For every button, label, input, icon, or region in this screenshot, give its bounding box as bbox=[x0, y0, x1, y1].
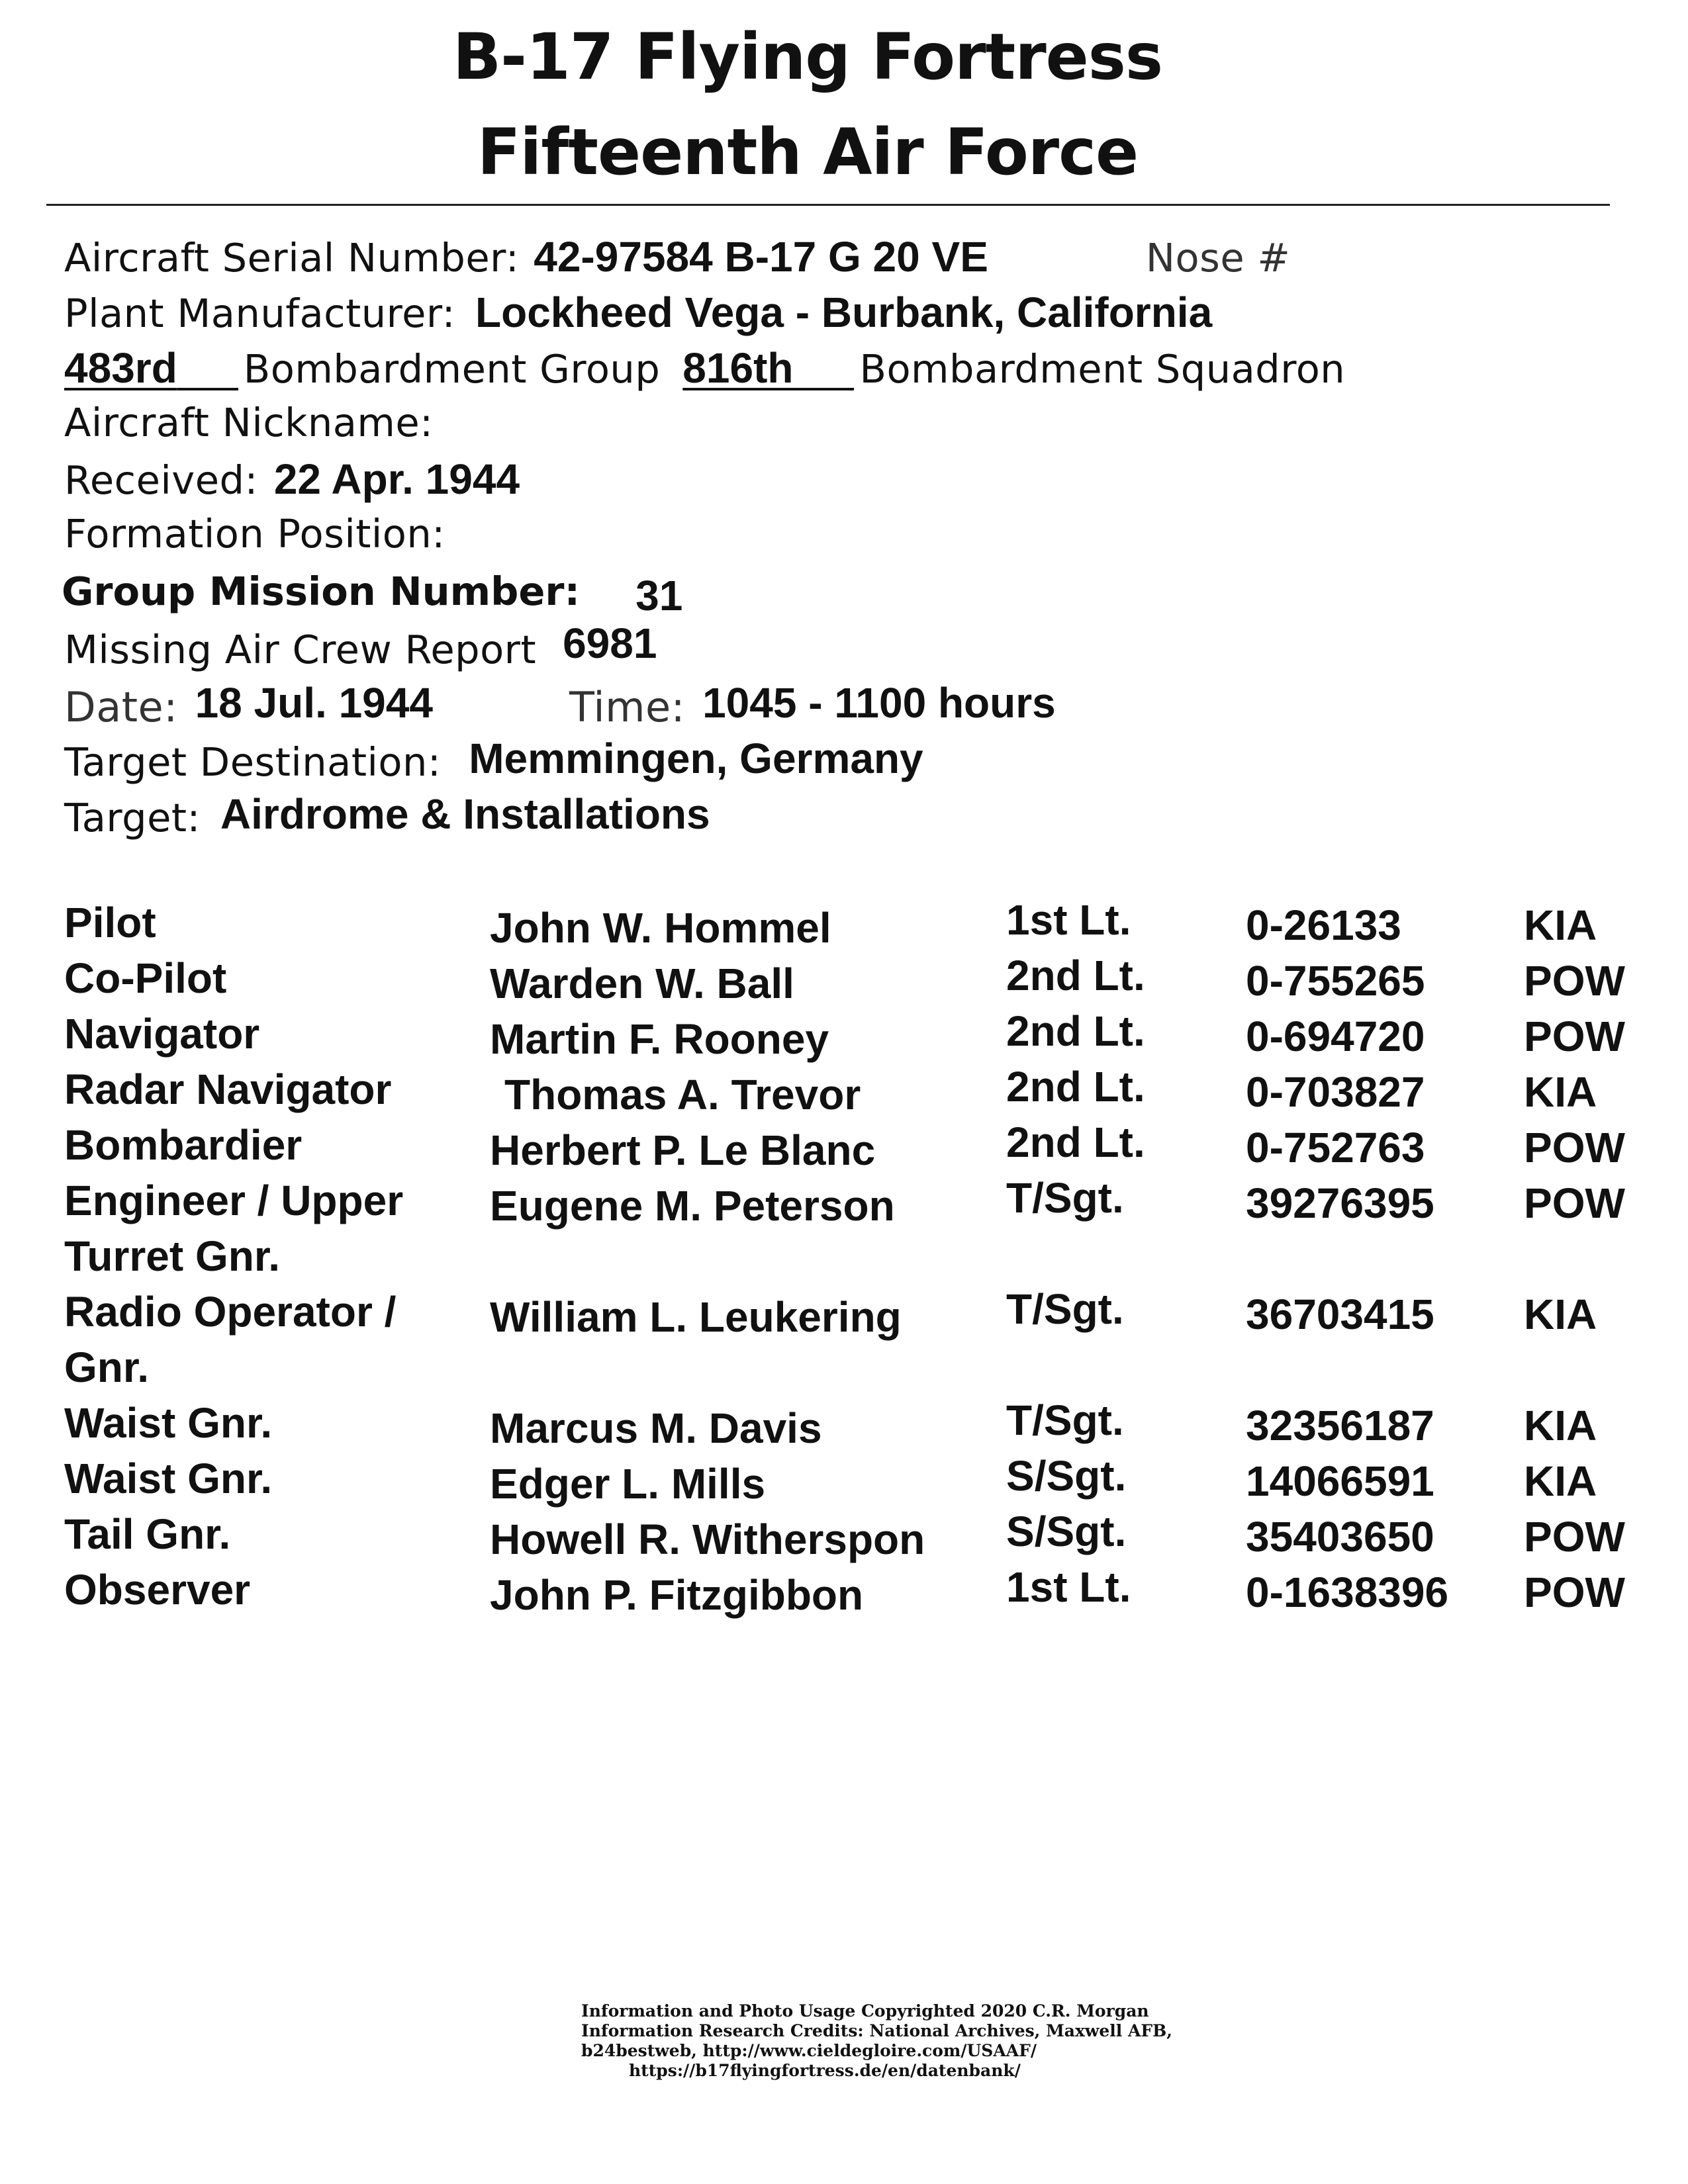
footer-credits bbox=[581, 2001, 1172, 2081]
crew-status: KIA bbox=[1524, 1291, 1597, 1338]
crew-rank: 1st Lt. bbox=[1006, 1563, 1131, 1611]
date-value: 18 Jul. 1944 bbox=[195, 679, 433, 727]
crew-serial: 0-752763 bbox=[1246, 1124, 1425, 1171]
crew-name: Martin F. Rooney bbox=[490, 1015, 829, 1063]
nickname-row bbox=[64, 402, 434, 443]
crew-position: Bombardier bbox=[64, 1121, 303, 1169]
date-time-row bbox=[64, 679, 1056, 731]
footer-line-2: Information Research Credits: National Archives, Maxwell AFB, bbox=[581, 2021, 1172, 2040]
crew-position: Tail Gnr. bbox=[64, 1510, 231, 1558]
crew-name: Marcus M. Davis bbox=[490, 1404, 822, 1452]
crew-position: Co-Pilot bbox=[64, 954, 227, 1002]
crew-serial: 0-703827 bbox=[1246, 1068, 1425, 1116]
crew-name: John W. Hommel bbox=[490, 904, 831, 952]
nose-label: Nose # bbox=[1145, 235, 1291, 281]
plant-label: Plant Manufacturer: bbox=[64, 291, 456, 336]
crew-rank: T/Sgt. bbox=[1006, 1285, 1124, 1333]
received-label: Received: bbox=[64, 457, 258, 503]
crew-position: Pilot bbox=[64, 899, 156, 946]
crew-position: Engineer / Upper bbox=[64, 1177, 404, 1224]
group-value: 483rd bbox=[64, 344, 177, 392]
crew-status: POW bbox=[1524, 1569, 1625, 1616]
crew-name: Edger L. Mills bbox=[490, 1460, 766, 1508]
crew-position: Navigator bbox=[64, 1010, 260, 1058]
crew-serial: 0-26133 bbox=[1246, 901, 1401, 949]
crew-serial: 39276395 bbox=[1246, 1179, 1434, 1227]
crew-status: KIA bbox=[1524, 901, 1597, 949]
time-label: Time: bbox=[569, 683, 686, 731]
serial-label: Aircraft Serial Number: bbox=[64, 235, 520, 281]
crew-position: Radar Navigator bbox=[64, 1066, 392, 1113]
crew-position: Waist Gnr. bbox=[64, 1399, 273, 1447]
crew-rank: S/Sgt. bbox=[1006, 1508, 1127, 1555]
formation-label: Formation Position: bbox=[64, 511, 445, 557]
crew-position-continued: Gnr. bbox=[64, 1343, 150, 1391]
crew-rank: T/Sgt. bbox=[1006, 1396, 1124, 1444]
target-label: Target: bbox=[64, 795, 201, 841]
crew-status: KIA bbox=[1524, 1457, 1597, 1505]
title-divider bbox=[46, 204, 1610, 206]
crew-status: POW bbox=[1524, 1179, 1625, 1227]
plant-row bbox=[64, 291, 1212, 334]
plant-value: Lockheed Vega - Burbank, California bbox=[475, 289, 1213, 336]
group-underline bbox=[177, 387, 238, 390]
macr-row bbox=[64, 619, 657, 672]
crew-rank: 1st Lt. bbox=[1006, 896, 1131, 944]
crew-rank: 2nd Lt. bbox=[1006, 1007, 1145, 1055]
macr-label: Missing Air Crew Report bbox=[64, 627, 537, 672]
crew-name: Herbert P. Le Blanc bbox=[490, 1126, 876, 1174]
crew-status: POW bbox=[1524, 1513, 1625, 1561]
page-title-line-2: Fifteenth Air Force bbox=[477, 115, 1139, 189]
page-title-line-1: B-17 Flying Fortress bbox=[452, 20, 1163, 94]
received-value: 22 Apr. 1944 bbox=[273, 455, 520, 503]
target-row bbox=[64, 790, 710, 841]
squadron-value: 816th bbox=[682, 344, 794, 392]
destination-value: Memmingen, Germany bbox=[469, 735, 923, 782]
crew-status: POW bbox=[1524, 1013, 1625, 1060]
destination-label: Target Destination: bbox=[64, 739, 442, 785]
crew-name: Eugene M. Peterson bbox=[490, 1182, 895, 1230]
nickname-label: Aircraft Nickname: bbox=[64, 400, 434, 445]
crew-position: Waist Gnr. bbox=[64, 1455, 273, 1502]
group-squadron-row bbox=[64, 344, 1346, 392]
serial-value: 42-97584 B-17 G 20 VE bbox=[534, 233, 988, 281]
crew-serial: 35403650 bbox=[1246, 1513, 1434, 1561]
crew-serial: 0-755265 bbox=[1246, 957, 1425, 1005]
squadron-underline bbox=[793, 387, 854, 390]
crew-position-continued: Turret Gnr. bbox=[64, 1232, 280, 1280]
mission-row bbox=[62, 569, 683, 619]
crew-rank: 2nd Lt. bbox=[1006, 1063, 1145, 1111]
crew-serial: 0-1638396 bbox=[1246, 1569, 1449, 1616]
crew-status: POW bbox=[1524, 1124, 1625, 1171]
group-label: Bombardment Group bbox=[243, 346, 661, 392]
crew-serial: 36703415 bbox=[1246, 1291, 1434, 1338]
footer-line-4: https://b17flyingfortress.de/en/datenbank/ bbox=[629, 2061, 1021, 2080]
crew-rank: 2nd Lt. bbox=[1006, 952, 1145, 999]
date-label: Date: bbox=[64, 683, 178, 731]
crew-status: POW bbox=[1524, 957, 1625, 1005]
crew-position: Radio Operator / bbox=[64, 1288, 397, 1336]
mission-label: Group Mission Number: bbox=[62, 569, 581, 614]
footer-line-1: Information and Photo Usage Copyrighted 2020 C.R. Morgan bbox=[581, 2001, 1149, 2021]
crew-name: Warden W. Ball bbox=[490, 960, 794, 1007]
crew-status: KIA bbox=[1524, 1068, 1597, 1116]
crew-position: Observer bbox=[64, 1566, 251, 1614]
received-row bbox=[64, 455, 520, 503]
crew-name: Thomas A. Trevor bbox=[504, 1071, 861, 1118]
time-value: 1045 - 1100 hours bbox=[702, 679, 1056, 727]
crew-serial: 0-694720 bbox=[1246, 1013, 1425, 1060]
crew-status: KIA bbox=[1524, 1402, 1597, 1449]
squadron-label: Bombardment Squadron bbox=[859, 346, 1346, 392]
crew-rank: S/Sgt. bbox=[1006, 1452, 1127, 1500]
target-value: Airdrome & Installations bbox=[220, 790, 710, 838]
crew-rank: T/Sgt. bbox=[1006, 1174, 1124, 1222]
crew-serial: 14066591 bbox=[1246, 1457, 1434, 1505]
crew-serial: 32356187 bbox=[1246, 1402, 1434, 1449]
crew-rank: 2nd Lt. bbox=[1006, 1118, 1145, 1166]
crew-name: Howell R. Witherspon bbox=[490, 1516, 925, 1563]
crew-name: John P. Fitzgibbon bbox=[490, 1571, 864, 1619]
crew-name: William L. Leukering bbox=[490, 1293, 902, 1341]
footer-line-3: b24bestweb, http://www.cieldegloire.com/USAAF/ bbox=[581, 2041, 1037, 2060]
destination-row bbox=[64, 735, 923, 785]
mission-value: 31 bbox=[635, 572, 683, 619]
serial-row bbox=[64, 233, 1291, 281]
formation-row bbox=[64, 511, 445, 557]
macr-value: 6981 bbox=[563, 619, 657, 667]
